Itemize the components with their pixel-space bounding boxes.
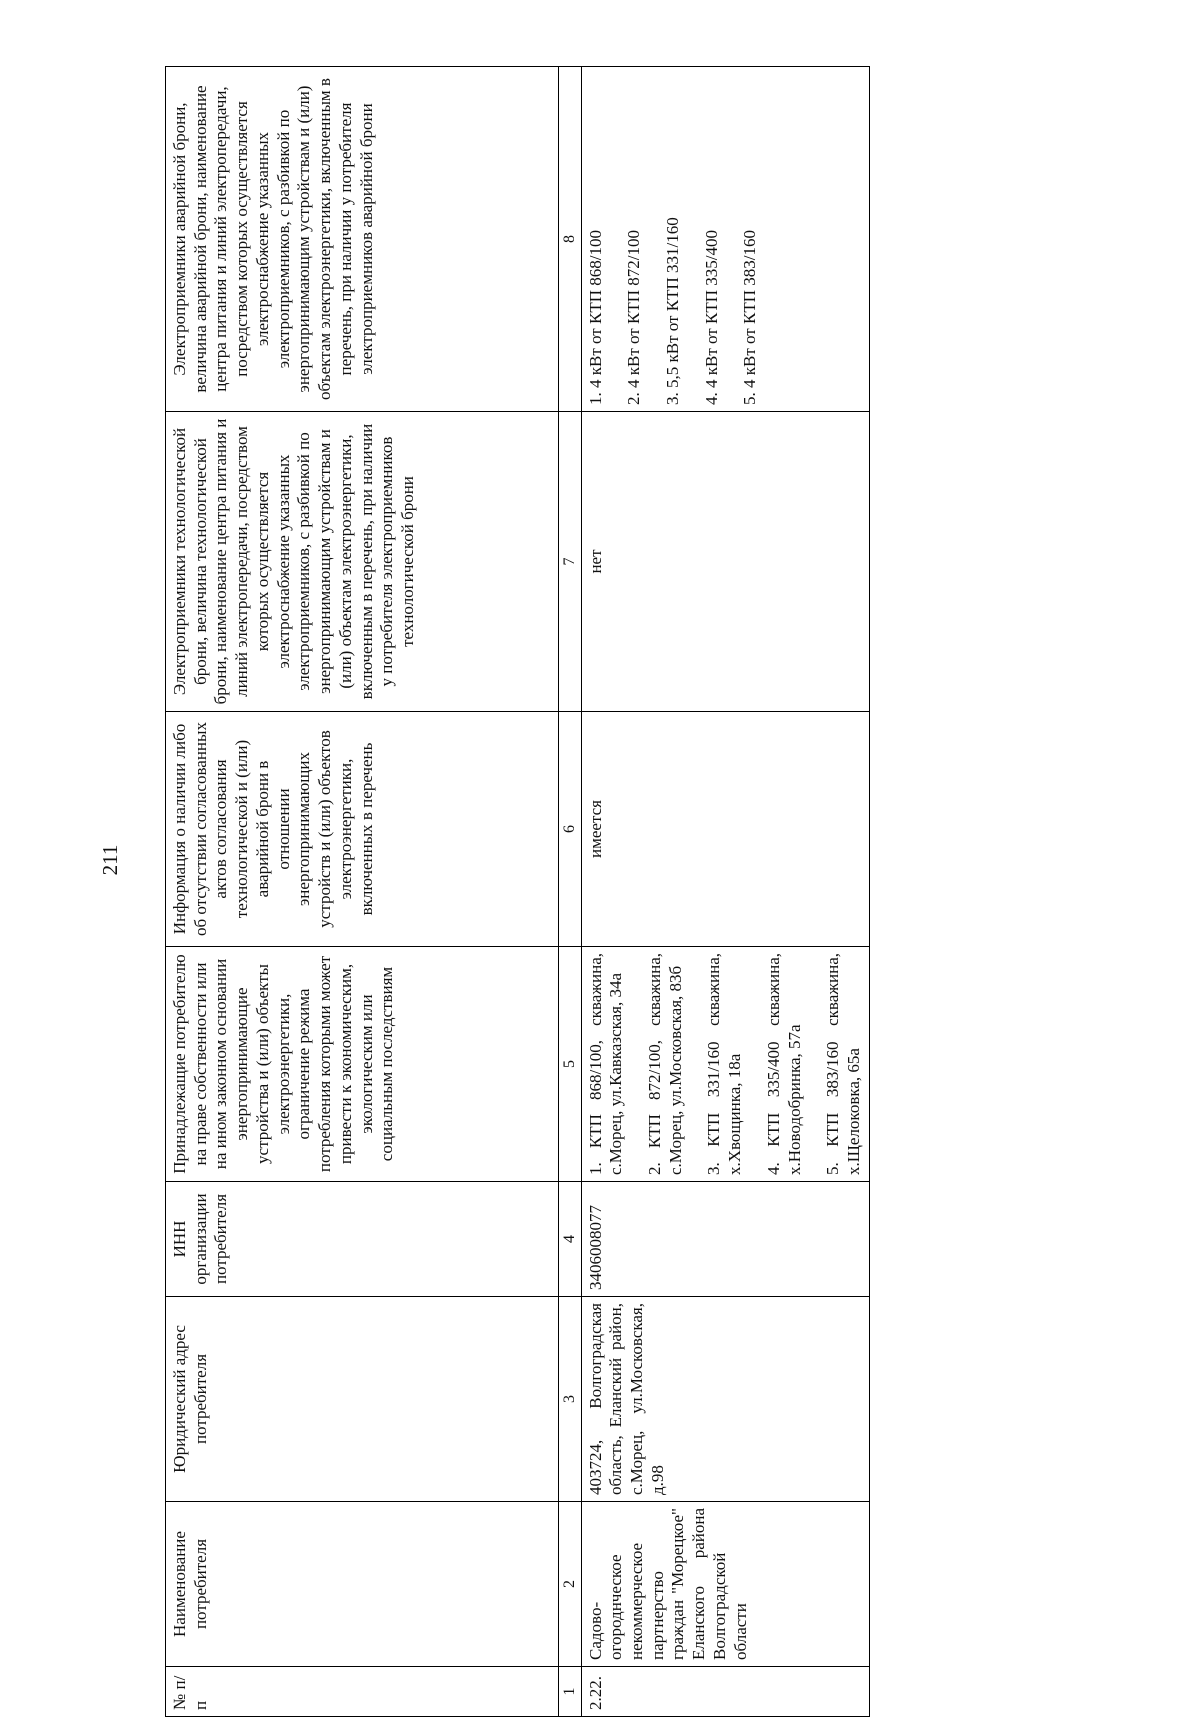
emergency-reserve-list — [581, 67, 869, 412]
legal-address: 403724, Волгоградская область, Еланский район, с.Морец, ул.Московская, д.98 — [581, 1297, 869, 1502]
reserve-item: 4. 4 кВт от КТП 335/400 — [701, 230, 721, 405]
devices-list — [581, 947, 869, 1182]
reserve-item: 2. 4 кВт от КТП 872/100 — [624, 230, 644, 405]
header-inn: ИНН организации потребителя — [166, 1182, 559, 1297]
page-number: 211 — [98, 844, 122, 876]
agreement-info: имеется — [581, 712, 869, 947]
header-row — [166, 67, 559, 1717]
header-number: № п/п — [166, 1667, 559, 1717]
row-number: 2.22. — [581, 1667, 869, 1717]
column-number: 7 — [559, 412, 582, 712]
reserve-item: 5. 4 кВт от КТП 383/160 — [740, 230, 760, 405]
inn-value: 3406008077 — [581, 1182, 869, 1297]
device-item: 5. КТП 383/160 скважина, х.Щелоковка, 65а — [823, 953, 864, 1175]
column-number: 4 — [559, 1182, 582, 1297]
consumer-name: Садово-огороднческое некоммерческое партнерство граждан "Морецкое" Еланского района Волгоградской области — [581, 1502, 869, 1667]
header-emergency-reserve: Электроприемники аварийной брони, величина аварийной брони, наименование центра питания и линий электропередачи, посредством которых осуществляется электроснабжение указанных электроприемников, с разбивкой по энергопринимающим устройствам и (или) объектам электроэнергетики, включенным в перечень, при наличии у потребителя электроприемников аварийной брони — [166, 67, 559, 412]
device-item: 2. КТП 872/100, скважина, с.Морец, ул.Московская, 83б — [644, 953, 685, 1175]
column-number: 6 — [559, 712, 582, 947]
device-item: 4. КТП 335/400 скважина, х.Новодобринка, 57а — [763, 953, 804, 1175]
device-item: 1. КТП 868/100, скважина, с.Морец, ул.Кавказская, 34а — [585, 953, 626, 1175]
reserve-table — [165, 66, 870, 1717]
table-row — [581, 67, 869, 1717]
column-number: 5 — [559, 947, 582, 1182]
rotated-table-container — [165, 7, 1035, 1717]
column-number-row — [559, 67, 582, 1717]
header-tech-reserve: Электроприемники технологической брони, величина технологической брони, наименование центра питания и линий электропередачи, посредством которых осуществляется электроснабжение указанных электроприемников, с разбивкой по энергопринимающим устройствам и (или) объектам электроэнергетики, включенным в перечень, при наличии у потребителя электроприемников технологической брони — [166, 412, 559, 712]
column-number: 8 — [559, 67, 582, 412]
header-consumer-name: Наименование потребителя — [166, 1502, 559, 1667]
device-item: 3. КТП 331/160 скважина, х.Хвощинка, 18а — [704, 953, 745, 1175]
column-number: 2 — [559, 1502, 582, 1667]
tech-reserve: нет — [581, 412, 869, 712]
column-number: 3 — [559, 1297, 582, 1502]
reserve-item: 1. 4 кВт от КТП 868/100 — [585, 230, 605, 405]
header-agreement-info: Информация о наличии либо об отсутствии согласованных актов согласования технологической и (или) аварийной брони в отношении энергопринимающих устройств и (или) объектов электроэнергетики, включенных в перечень — [166, 712, 559, 947]
reserve-item: 3. 5,5 кВт от КТП 331/160 — [662, 217, 682, 405]
column-number: 1 — [559, 1667, 582, 1717]
header-legal-address: Юридический адрес потребителя — [166, 1297, 559, 1502]
header-devices: Принадлежащие потребителю на праве собственности или на ином законном основании энергопринимающие устройства и (или) объекты электроэнергетики, ограничение режима потребления которыми может привести к экономическим, экологическим или социальным последствиям — [166, 947, 559, 1182]
